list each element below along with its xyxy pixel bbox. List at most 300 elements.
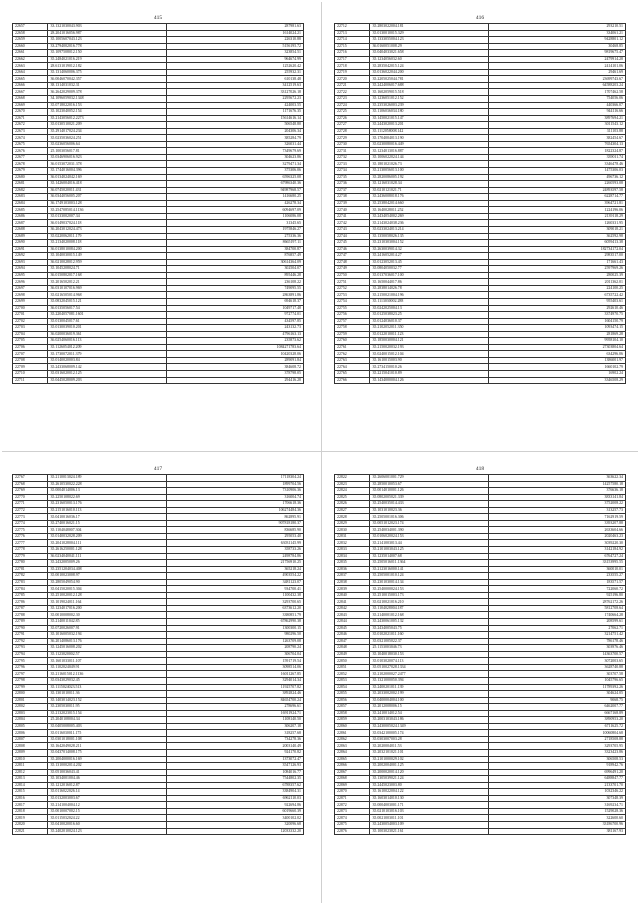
document-spread [2, 2, 638, 903]
code-cell: 35.0014010001.126 [370, 488, 489, 495]
code-cell: 35.1744016004.396 [48, 168, 167, 175]
code-cell: 35.2850010053.67 [370, 481, 489, 488]
row-index-cell: 22667 [13, 89, 48, 96]
row-index-cell: 22845 [335, 625, 370, 632]
code-cell: 35.0802005021.339 [370, 494, 489, 501]
code-cell: 35.0804050032.77 [370, 266, 489, 273]
amount-cell: 2003140.49 [167, 743, 304, 750]
amount-cell: 313257.73 [489, 507, 626, 514]
amount-cell: 1386001.97 [489, 357, 626, 364]
code-cell: 35.2140001012.168 [370, 612, 489, 619]
row-index-cell: 22814 [13, 782, 48, 789]
code-cell: 35.1610015003.90 [370, 357, 489, 364]
row-index-cell: 22659 [13, 37, 48, 44]
amount-cell: 3964721.81 [489, 200, 626, 207]
amount-cell: 1475306.03 [489, 168, 626, 175]
amount-cell: 980296.50 [167, 632, 304, 639]
code-cell: 35.2430005024.1349 [370, 723, 489, 730]
code-cell: 35.2616250001.128 [48, 547, 167, 554]
amount-cell: 610138.48 [167, 76, 304, 83]
amount-cell: 365218.24 [167, 566, 304, 573]
row-index-cell: 22763 [335, 357, 370, 364]
row-index-cell: 22818 [13, 808, 48, 815]
code-cell: 35.2141004004.12 [48, 802, 167, 809]
amount-cell: 3039220.30 [489, 540, 626, 547]
code-cell: 35.2540034001.390 [370, 527, 489, 534]
amount-cell: 84654700.24 [167, 697, 304, 704]
code-cell: 35.0346906016.923 [48, 154, 167, 161]
code-cell: 35.2141003013.44 [370, 540, 489, 547]
amount-cell: 1106086.08 [167, 213, 304, 220]
amount-cell: 30614364.09 [167, 259, 304, 266]
amount-cell: 23699743.67 [489, 76, 626, 83]
amount-cell: 1706618.36 [167, 501, 304, 508]
amount-cell: 1707462.58 [489, 89, 626, 96]
row-index-cell: 22870 [335, 789, 370, 796]
code-cell: 36.0200036019.361 [48, 331, 167, 338]
amount-cell: 14257580.18 [489, 481, 626, 488]
amount-cell: 304623.86 [167, 154, 304, 161]
row-index-cell: 22705 [13, 338, 48, 345]
amount-cell: 287981.63 [167, 24, 304, 31]
amount-cell: 326031.44 [167, 141, 304, 148]
code-cell: 35.0220062011.179 [48, 233, 167, 240]
code-cell: 35.1602059015.518 [370, 89, 489, 96]
amount-cell: 634296.06 [489, 351, 626, 358]
row-index-cell: 22758 [335, 325, 370, 332]
row-index-cell: 22738 [335, 194, 370, 201]
code-cell: 35.0021003011.101 [370, 815, 489, 822]
row-index-cell: 22692 [13, 253, 48, 260]
amount-cell: 11789392.26 [489, 684, 626, 691]
code-cell: 25.1153003046.73 [370, 645, 489, 652]
row-index-cell: 22859 [335, 717, 370, 724]
row-index-cell: 22718 [335, 63, 370, 70]
code-cell: 35.1850030004.121 [370, 338, 489, 345]
code-cell: 35.1034001004.46 [48, 776, 167, 783]
code-cell: 35.2505016011.1364 [370, 560, 489, 567]
code-cell: 36.2014086013.176 [48, 638, 167, 645]
amount-cell: 385284.79 [167, 135, 304, 142]
code-cell: 35.0216505014.968 [48, 292, 167, 299]
amount-cell: 2633604.66 [489, 527, 626, 534]
code-cell: 35.0718022016.153 [48, 102, 167, 109]
amount-cell: 1084016.77 [167, 769, 304, 776]
row-index-cell: 22867 [335, 769, 370, 776]
amount-cell: 1373072.47 [167, 756, 304, 763]
code-cell: 34.1096059032.1348 [48, 96, 167, 103]
code-cell: 35.2510020012.128 [48, 592, 167, 599]
code-cell: 36.0234040041.111 [48, 553, 167, 560]
amount-cell: 106274484.36 [167, 507, 304, 514]
amount-cell: 334061.21 [489, 30, 626, 37]
code-cell: 35.0004003001.171 [370, 802, 489, 809]
code-cell: 35.1115024023.513 [48, 684, 167, 691]
code-cell: 35.1031010023.36 [370, 507, 489, 514]
code-cell: 35.0123052013.45 [370, 259, 489, 266]
code-cell: 35.0122010011.123 [370, 331, 489, 338]
amount-cell: 235873.62 [167, 338, 304, 345]
amount-cell: 2011362.01 [489, 279, 626, 286]
code-cell: 35.0004014006.13 [48, 488, 167, 495]
amount-cell: 339011.74 [489, 154, 626, 161]
code-cell: 35.0130010015.329 [370, 30, 489, 37]
row-index-cell: 22822 [335, 475, 370, 482]
amount-cell: 15614616.14 [167, 115, 304, 122]
code-cell: 35.1234017016.200 [48, 605, 167, 612]
amount-cell: 6488847.77 [489, 776, 626, 783]
table-row [13, 377, 304, 384]
row-index-cell: 22849 [335, 651, 370, 658]
row-index-cell: 22796 [13, 664, 48, 671]
row-index-cell: 22737 [335, 187, 370, 194]
code-cell: 35.0115032024.22 [48, 815, 167, 822]
code-cell: 35.2101003043.125 [370, 547, 489, 554]
amount-cell: 862895.91 [167, 514, 304, 521]
code-cell: 35.2310303004.152 [370, 240, 489, 247]
amount-cell: 304624.05 [489, 691, 626, 698]
amount-cell: 303976.46 [489, 645, 626, 652]
code-cell: 35.0316020012.125 [48, 370, 167, 377]
amount-cell: 506548.80 [167, 122, 304, 129]
row-index-cell: 22810 [13, 756, 48, 763]
code-cell: 35.0404033021.658 [370, 50, 489, 57]
amount-cell: 496736.12 [489, 174, 626, 181]
code-cell: 36.0153072031.378 [48, 161, 167, 168]
code-cell: 36.0046070042.357 [48, 76, 167, 83]
code-cell: 36.2043012024.473 [48, 226, 167, 233]
code-cell: 35.1434000004.126 [370, 377, 489, 384]
code-cell: 35.0102021011.160 [370, 632, 489, 639]
amount-cell: 311103.88 [489, 128, 626, 135]
row-index-cell: 22719 [335, 69, 370, 76]
amount-cell: 1604150.79 [489, 318, 626, 325]
code-cell: 35.2143056012.2273 [48, 115, 167, 122]
code-cell: 35.1113030002.288 [370, 298, 489, 305]
row-index-cell: 22780 [13, 560, 48, 567]
code-cell: 35.1603014010.130 [370, 795, 489, 802]
row-index-cell: 22664 [13, 69, 48, 76]
amount-cell: 278696.61 [167, 704, 304, 711]
row-index-cell: 22850 [335, 658, 370, 665]
row-index-cell: 22702 [13, 318, 48, 325]
code-cell: 35.0125038023.25 [370, 312, 489, 319]
code-cell: 35.0510027028.1334 [370, 664, 489, 671]
amount-cell: 307348.39 [489, 795, 626, 802]
amount-cell: 1975846.27 [167, 226, 304, 233]
row-index-cell: 22684 [13, 200, 48, 207]
amount-cell: 2498784.86 [167, 553, 304, 560]
code-cell: 35.2116015012.1136 [48, 671, 167, 678]
row-index-cell: 22706 [13, 344, 48, 351]
row-index-cell: 22847 [335, 638, 370, 645]
row-index-cell: 22726 [335, 115, 370, 122]
amount-cell: 322600.60 [489, 815, 626, 822]
row-index-cell: 22687 [13, 220, 48, 227]
row-index-cell: 22735 [335, 174, 370, 181]
row-index-cell: 22839 [335, 586, 370, 593]
code-cell: 36.0160051008.29 [370, 43, 489, 50]
amount-cell: 836685.90 [167, 527, 304, 534]
row-index-cell: 22744 [335, 233, 370, 240]
amount-cell: 295053.40 [167, 533, 304, 540]
code-cell: 35.1126054012.209 [48, 344, 167, 351]
amount-cell: 375306.06 [167, 168, 304, 175]
row-index-cell: 22828 [335, 514, 370, 521]
amount-cell: 2295672.23 [167, 96, 304, 103]
amount-cell: 376636.18 [489, 488, 626, 495]
row-index-cell: 22752 [335, 285, 370, 292]
code-cell: 35.2004000016.169 [48, 756, 167, 763]
row-index-cell: 22760 [335, 338, 370, 345]
code-cell: 35.0233024013.214 [370, 226, 489, 233]
row-index-cell: 22765 [335, 370, 370, 377]
row-index-cell: 22748 [335, 259, 370, 266]
row-index-cell: 22842 [335, 605, 370, 612]
code-cell: 36.1749103003.128 [48, 200, 167, 207]
amount-cell: 3214751.42 [489, 632, 626, 639]
code-cell: 35.2505001010.124 [370, 573, 489, 580]
code-cell: 35.0303007003.28 [370, 736, 489, 743]
code-cell: 35.2510015003.173 [370, 592, 489, 599]
code-cell: 35.2400201011.139 [370, 684, 489, 691]
code-cell: 35.2410014012.54 [370, 710, 489, 717]
row-index-cell: 22754 [335, 298, 370, 305]
amount-cell: 16902.24 [489, 370, 626, 377]
amount-cell: 24893597.58 [489, 187, 626, 194]
code-cell: 35.2102000027.2477 [370, 671, 489, 678]
code-cell: 35.1102024049.91 [48, 664, 167, 671]
row-index-cell: 22864 [335, 749, 370, 756]
row-index-cell: 22823 [335, 481, 370, 488]
amount-cell: 280025.39 [489, 272, 626, 279]
code-cell: 35.2353026003.239 [370, 102, 489, 109]
row-index-cell: 22690 [13, 240, 48, 247]
amount-cell: 204306.34 [167, 128, 304, 135]
code-cell: 35.2250108022.69 [48, 494, 167, 501]
amount-cell: 236108.22 [167, 279, 304, 286]
row-index-cell: 22799 [13, 684, 48, 691]
code-cell: 35.1450021015.147 [370, 115, 489, 122]
row-index-cell: 22681 [13, 181, 48, 188]
row-index-cell: 22866 [335, 763, 370, 770]
row-index-cell: 22708 [13, 357, 48, 364]
amount-cell: 27062.71 [489, 625, 626, 632]
amount-cell: 323854.51 [167, 50, 304, 57]
data-table [334, 474, 626, 835]
code-cell: 35.0410020016.60 [48, 821, 167, 828]
row-index-cell: 22817 [13, 802, 48, 809]
row-index-cell: 22670 [13, 109, 48, 116]
code-cell: 35.2914017024.234 [48, 128, 167, 135]
row-index-cell: 22727 [335, 122, 370, 129]
code-cell: 35.2020004011.53 [370, 743, 489, 750]
row-index-cell: 22753 [335, 292, 370, 299]
code-cell: 35.2132023015.154 [48, 710, 167, 717]
row-index-cell: 22713 [335, 30, 370, 37]
row-index-cell: 22734 [335, 168, 370, 175]
amount-cell: 6462007.77 [489, 704, 626, 711]
amount-cell: 3628740.88 [489, 664, 626, 671]
row-index-cell: 22830 [335, 527, 370, 534]
code-cell: 35.2101000029.102 [370, 756, 489, 763]
row-index-cell: 22851 [335, 664, 370, 671]
row-index-cell: 22697 [13, 285, 48, 292]
code-cell: 35.2316050013.176 [48, 501, 167, 508]
amount-cell: 30468.85 [489, 43, 626, 50]
amount-cell: 7349679.69 [167, 148, 304, 155]
amount-cell: 3833141.84 [489, 494, 626, 501]
amount-cell: 208790.24 [167, 645, 304, 652]
code-cell: 35.2432005009.26 [48, 560, 167, 567]
amount-cell: 3393207.88 [489, 520, 626, 527]
row-index-cell: 22792 [13, 638, 48, 645]
row-index-cell: 22761 [335, 344, 370, 351]
amount-cell: 10420328.06 [167, 351, 304, 358]
code-cell: 35.1730072011.379 [48, 351, 167, 358]
amount-cell: 6962110.03 [167, 795, 304, 802]
row-index-cell: 22852 [335, 671, 370, 678]
amount-cell: 6735722.42 [489, 292, 626, 299]
row-index-cell: 22861 [335, 730, 370, 737]
code-cell: 35.1234013016.887 [370, 148, 489, 155]
code-cell: 28.6131019012.182 [48, 63, 167, 70]
row-index-cell: 22721 [335, 82, 370, 89]
row-index-cell: 22876 [335, 828, 370, 835]
code-cell: 35.1123020002.57 [48, 651, 167, 658]
amount-cell: 12033332.20 [167, 828, 304, 835]
row-index-cell: 22809 [13, 749, 48, 756]
code-cell: 35.2803022004.181 [370, 24, 489, 31]
code-cell: 35.0130510021.209 [48, 122, 167, 129]
amount-cell: 384608.72 [167, 364, 304, 371]
amount-cell: 3752008.22 [489, 501, 626, 508]
row-index-cell: 22797 [13, 671, 48, 678]
code-cell: 35.0106020024.153 [370, 533, 489, 540]
code-cell: 35.1216031028.34 [370, 181, 489, 188]
amount-cell: 6996491.20 [489, 769, 626, 776]
code-cell: 35.1426004016.418 [48, 181, 167, 188]
amount-cell: 226310.88 [167, 37, 304, 44]
row-index-cell: 22807 [13, 736, 48, 743]
code-cell: 35.2016502012.21 [48, 279, 167, 286]
row-index-cell: 22825 [335, 494, 370, 501]
amount-cell: 21756910.25 [167, 560, 304, 567]
amount-cell: 972774.01 [167, 312, 304, 319]
amount-cell: 294416.28 [167, 377, 304, 384]
row-index-cell: 22827 [335, 507, 370, 514]
amount-cell: 424003.55 [167, 102, 304, 109]
row-index-cell: 22732 [335, 154, 370, 161]
row-index-cell: 22746 [335, 246, 370, 253]
amount-cell: 1660102.79 [489, 364, 626, 371]
amount-cell: 3897694.21 [489, 115, 626, 122]
row-index-cell: 22856 [335, 697, 370, 704]
row-index-cell: 22671 [13, 115, 48, 122]
code-cell: 35.1321000050.394 [370, 677, 489, 684]
amount-cell: 3547126.93 [167, 763, 304, 770]
code-cell: 36.0310107016.969 [48, 285, 167, 292]
row-index-cell: 22685 [13, 207, 48, 214]
row-index-cell: 22688 [13, 226, 48, 233]
code-cell: 35.2484021016.219 [48, 56, 167, 63]
amount-cell: 3098514.06 [167, 664, 304, 671]
code-cell: 35.0342100005.174 [370, 730, 489, 737]
code-cell: 35.2445023003.80 [370, 782, 489, 789]
code-cell: 36.0745020011.431 [48, 187, 167, 194]
row-index-cell: 22805 [13, 723, 48, 730]
code-cell: 35.0140032028.209 [48, 533, 167, 540]
amount-cell: 306508.53 [489, 756, 626, 763]
code-cell: 35.2204057081.1601 [48, 312, 167, 319]
amount-cell: 2020463.23 [489, 533, 626, 540]
row-index-cell: 22808 [13, 743, 48, 750]
amount-cell: 2479914.28 [489, 56, 626, 63]
code-cell: 35.2547085014.1136 [48, 207, 167, 214]
code-cell: 35.0132003003.67 [48, 795, 167, 802]
code-cell: 35.2606001001.729 [370, 475, 489, 482]
amount-cell: 382454.67 [489, 135, 626, 142]
amount-cell: 289091.84 [167, 357, 304, 364]
row-index-cell: 22747 [335, 253, 370, 260]
amount-cell: 925196.80 [489, 592, 626, 599]
row-index-cell: 22775 [13, 527, 48, 534]
code-cell: 35.2151016010.113 [48, 507, 167, 514]
code-cell: 35.2434054002.269 [370, 213, 489, 220]
amount-cell: 384700.87 [167, 246, 304, 253]
row-index-cell: 22788 [13, 612, 48, 619]
code-cell: 36.0149037024.118 [48, 220, 167, 227]
row-index-cell: 22665 [13, 76, 48, 83]
code-cell: 33.1321030043.903 [48, 24, 167, 31]
code-cell: 35.1301010011.36 [48, 691, 167, 698]
amount-cell: 171661.43 [489, 259, 626, 266]
code-cell: 35.2150021004.196 [370, 292, 489, 299]
row-index-cell: 22774 [13, 520, 48, 527]
amount-cell: 9428801.12 [489, 37, 626, 44]
row-index-cell: 22781 [13, 566, 48, 573]
row-index-cell: 22677 [13, 154, 48, 161]
code-cell: 35.0124036010.37 [370, 318, 489, 325]
amount-cell: 67986340.36 [167, 181, 304, 188]
amount-cell: 275336.36 [167, 233, 304, 240]
table-row [335, 377, 626, 384]
row-index-cell: 22844 [335, 619, 370, 626]
amount-cell: 8665197.11 [167, 240, 304, 247]
row-index-cell: 22696 [13, 279, 48, 286]
amount-cell: 318257.68 [167, 730, 304, 737]
row-index-cell: 22694 [13, 266, 48, 273]
code-cell: 35.1235014007.68 [370, 553, 489, 560]
row-index-cell: 22784 [13, 586, 48, 593]
code-cell: 35.2130056013.100 [370, 168, 489, 175]
code-cell: 33.2794002016.778 [48, 43, 167, 50]
code-cell: 35.1005607043.123 [48, 37, 167, 44]
amount-cell: 9068.75 [489, 697, 626, 704]
amount-cell: 5812708.64 [489, 605, 626, 612]
amount-cell: 306704.04 [167, 651, 304, 658]
code-cell: 36.0134024042.169 [48, 174, 167, 181]
amount-cell: 3011543.12 [489, 122, 626, 129]
row-index-cell: 22834 [335, 553, 370, 560]
row-index-cell: 22679 [13, 168, 48, 175]
code-cell: 35.1305039021.124 [370, 776, 489, 783]
row-index-cell: 22798 [13, 677, 48, 684]
code-cell: 35.0720026007.91 [48, 625, 167, 632]
page-number: 418 [475, 466, 485, 472]
row-index-cell: 22700 [13, 305, 48, 312]
amount-cell: 2863891.86 [167, 292, 304, 299]
